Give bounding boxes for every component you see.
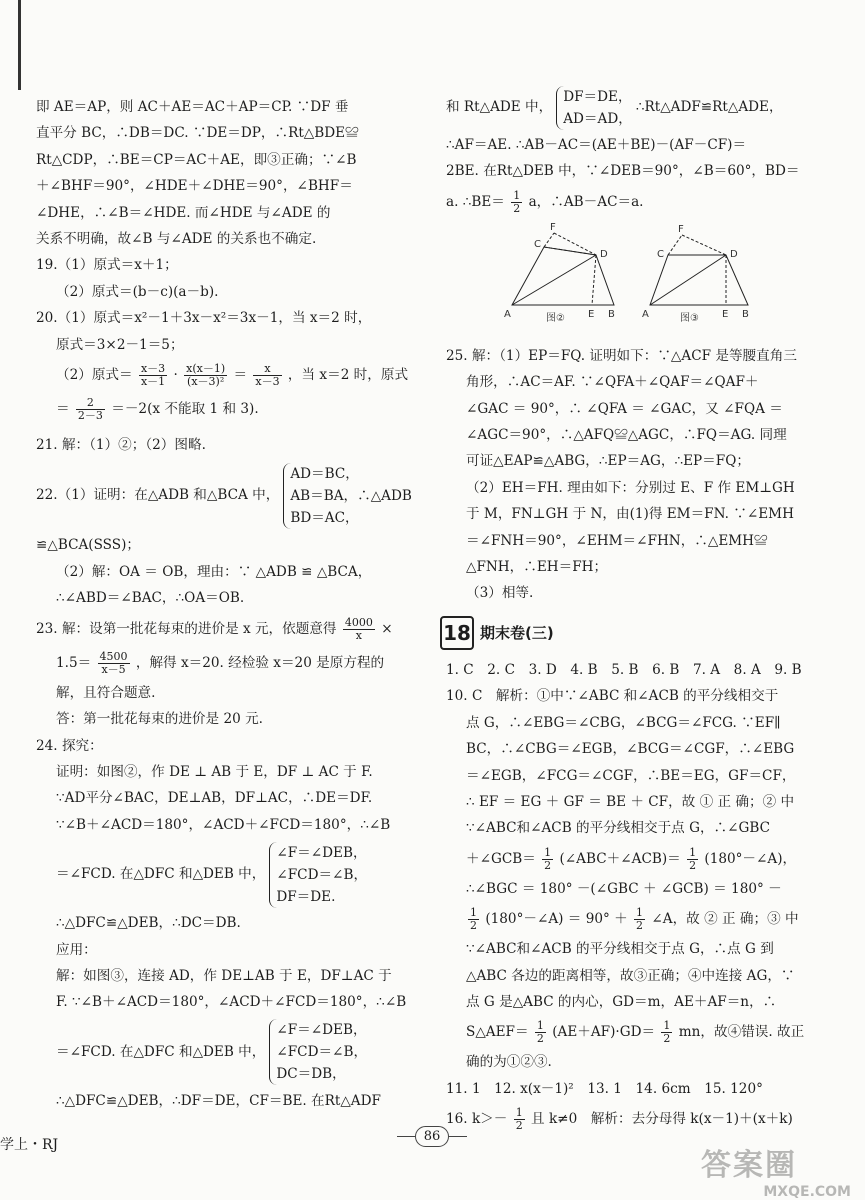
page-number-right-rule <box>449 1136 467 1137</box>
point-label: E <box>722 308 729 320</box>
text-line: ∴∠ABD＝∠BAC，∴OA＝OB. <box>56 590 245 607</box>
text-line: ≌△BCA(SSS)； <box>36 537 140 554</box>
rt-brace-line: 和 Rt△ADE 中， DF＝DE， AD＝AD， ∴Rt△ADF≌Rt△ADE， <box>446 82 850 132</box>
fraction: $\frac{1}{2}$ <box>515 1106 523 1133</box>
geometry-figures <box>446 221 850 339</box>
answer-line: ∵∠ABC和∠ACB 的平分线相交于点 G，∴点 G 到 <box>466 941 774 958</box>
text-line: ∴AF＝AE. ∴AB－AC＝(AE＋BE)－(AF－CF)＝ <box>446 137 747 153</box>
text-line: 19.（1）原式＝x＋1； <box>36 257 178 274</box>
text-line: Rt△CDP，∴BE＝CP＝AC＋AE，即③正确；∵∠B <box>36 151 357 168</box>
text-line: 解：如图③，连接 AD，作 DE⊥AB 于 E，DF⊥AC 于 <box>56 967 392 984</box>
figure-3 <box>640 221 760 337</box>
text-line: 2BE. 在Rt△DEB 中，∵∠DEB＝90°，∠B＝60°，BD＝ <box>446 163 800 180</box>
answer-line: BC，∴∠CBG＝∠EGB，∠BCG＝∠CGF，∴∠EBG <box>466 741 795 758</box>
fraction: $\frac{4500}{x-5}$ <box>99 649 128 676</box>
text-line: 24. 探究： <box>36 737 103 754</box>
answer-line: 点 G，∴∠EBG＝∠CBG，∠BCG＝∠FCG. ∵EF∥ <box>466 714 781 731</box>
q23-line2: 1.5＝ $\frac{4500}{x-5}$ ，解得 x＝20. 经检验 x＝20 是原方程的 <box>56 649 385 676</box>
point-label: F <box>678 223 684 235</box>
segment-CF <box>668 235 682 255</box>
be-line: a. ∴BE＝ $\frac{1}{2}$ a，∴AB－AC＝a. <box>446 188 644 215</box>
answer-line: ∴ EF ＝ EG ＋ GF ＝ BE ＋ CF，故 ① 正 确；② 中 <box>466 793 795 810</box>
point-label: E <box>588 308 595 320</box>
answer-line-fraction: ＋∠GCB＝ $\frac{1}{2}$ (∠ABC＋∠ACB)＝ $\frac{1}{2}$ (180°－∠A)， <box>466 845 797 872</box>
point-label: C <box>534 238 541 250</box>
text-line: 应用： <box>56 941 97 958</box>
brace-system: AD＝BC， AB＝BA，∴△ADB BD＝AC， <box>283 463 412 529</box>
answer-line: 1. C 2. C 3. D 4. B 5. B 6. B 7. A 8. A 9. B <box>446 661 802 678</box>
fraction: $\frac{1}{2}$ <box>470 906 477 933</box>
right-column <box>443 88 850 1136</box>
q20-part2-line1: （2）原式＝ $\frac{x-3}{x-1}$ · $\frac{x(x-1)}{\text{(x－3)²}}$ ＝ $\frac{x}{x-3}$ ，当 x＝2 时，原式 <box>56 362 409 389</box>
fraction: $\frac{4000}{x}$ <box>344 615 373 642</box>
segment-CF <box>544 233 554 247</box>
text-line: ∵∠B＋∠ACD＝180°，∠ACD＋∠FCD＝180°，∴∠B <box>56 816 391 833</box>
text-line: 答：第一批花每束的进价是 20 元. <box>56 711 263 728</box>
answer-line-fraction: 16. k＞－ $\frac{1}{2}$ 且 k≠0 解析：去分母得 k(x－1)＋(x＋k) <box>446 1106 793 1133</box>
q23-line1: 23. 解：设第一批花每束的进价是 x 元，依题意得 $\frac{4000}{x}$ × <box>36 615 393 642</box>
text-line: F. ∵∠B＋∠ACD＝180°，∠ACD＋∠FCD＝180°，∴∠B <box>56 994 407 1011</box>
answer-line-fraction: S△AEF＝ $\frac{1}{2}$ (AE＋AF)·GD＝ $\frac{1}{2}$ mn，故④错误. 故正 <box>466 1019 805 1046</box>
point-label: A <box>642 308 649 320</box>
text-line: 直平分 BC，∴DB＝DC. ∵DE＝DP，∴Rt△BDE≌ <box>36 125 359 142</box>
segment-AD <box>512 255 596 305</box>
page-number-left-rule <box>397 1136 415 1137</box>
text-line: （3）相等. <box>466 585 534 602</box>
fraction: $\frac{1}{2}$ <box>544 845 552 872</box>
point-label: A <box>504 308 511 320</box>
brace-system: ∠F＝∠DEB， ∠FCD＝∠B， DC＝DB， <box>269 1019 367 1085</box>
point-label: B <box>742 308 749 320</box>
brace-system: ∠F＝∠DEB， ∠FCD＝∠B， DF＝DE. <box>269 842 367 908</box>
q24-brace-line-2: ＝∠FCD. 在△DFC 和△DEB 中， ∠F＝∠DEB， ∠FCD＝∠B， DC＝DB， <box>36 1016 430 1088</box>
fraction: $\frac{1}{2}$ <box>513 188 521 215</box>
answer-line: ∵∠ABC和∠ACB 的平分线相交于点 G，∴∠GBC <box>466 820 771 837</box>
text-line: 原式＝3×2－1＝5； <box>56 336 184 353</box>
text-line: ∠DHE，∴∠B＝∠HDE. 而∠HDE 与∠ADE 的 <box>36 204 331 221</box>
text-line: 角形，∴AC＝AF. ∵∠QFA＋∠QAF＝∠QAF＋ <box>466 374 759 391</box>
answer-line: 10. C 解析：①中∵∠ABC 和∠ACB 的平分线相交于 <box>446 688 779 705</box>
fraction: $\frac{x(x-1)}{\text{(x－3)²}}$ <box>186 362 226 389</box>
text-line: ∴△DFC≌△DEB，∴DF＝DE，CF＝BE. 在Rt△ADF <box>56 1092 381 1109</box>
q22-line1: 22.（1）证明：在△ADB 和△BCA 中， AD＝BC， AB＝BA，∴△ADB BD＝AC， <box>36 458 430 532</box>
section-header <box>440 613 850 653</box>
answer-line-fraction: $\frac{1}{2}$ (180°－∠A) ＝ 90° ＋ $\frac{1}{2}$ ∠A，故 ② 正 确；③ 中 <box>470 906 799 933</box>
segment-DE <box>592 255 596 305</box>
text-line: 即 AE＝AP，则 AC＋AE＝AC＋AP＝CP. ∵DF 垂 <box>36 99 349 115</box>
answer-line: 点 G 是△ABC 的内心，GD＝m，AE＋AF＝n，∴ <box>466 993 777 1010</box>
text-line: ＋∠BHF＝90°，∠HDE＋∠DHE＝90°，∠BHF＝ <box>36 178 353 195</box>
answer-line: 11. 1 12. x(x－1)² 13. 1 14. 6cm 15. 120° <box>446 1080 763 1097</box>
answer-line: 确的为①②③. <box>466 1054 552 1071</box>
fraction: $\frac{1}{2}$ <box>689 845 697 872</box>
text-line: ∠AGC＝90°，∴△AFQ≌△AGC，∴FQ＝AG. 同理 <box>466 427 787 444</box>
fraction: $\frac{1}{2}$ <box>636 906 644 933</box>
answer-line: ∴∠BGC ＝ 180° －(∠GBC ＋ ∠GCB) ＝ 180° － <box>466 880 782 897</box>
answer-line: △ABC 各边的距离相等，故③正确；④中连接 AG，∵ <box>466 967 795 984</box>
text-line: △FNH，∴EH＝FH； <box>466 559 608 576</box>
section-title: 期末卷(三) <box>480 623 554 642</box>
fraction: $\frac{1}{2}$ <box>536 1019 544 1046</box>
figure-2 <box>502 221 622 337</box>
point-label: F <box>550 221 556 233</box>
footer-label: 学上・RJ <box>0 1137 59 1153</box>
q24-brace-line: ＝∠FCD. 在△DFC 和△DEB 中， ∠F＝∠DEB， ∠FCD＝∠B， DF＝DE. <box>36 838 430 910</box>
text-line: 21. 解：（1）②；（2）图略. <box>36 437 206 454</box>
watermark-logo: 答案圈 MXQE.COM <box>701 1148 851 1200</box>
text-line: ∴△DFC≌△DEB，∴DC＝DB. <box>56 915 241 932</box>
text-line: 关系不明确，故∠B 与∠ADE 的关系也不确定. <box>36 231 317 248</box>
page-number: 86 <box>396 1126 468 1147</box>
segment-FD <box>682 235 726 255</box>
point-label: D <box>730 248 738 260</box>
fraction: $\frac{2}{2-3}$ <box>77 396 103 423</box>
text-line: （2）EH＝FH. 理由如下：分别过 E、F 作 EM⊥GH <box>466 479 795 496</box>
fraction: $\frac{1}{2}$ <box>663 1019 671 1046</box>
text-line: ＝∠FNH＝90°，∠EHM＝∠FHN，∴△EMH≌ <box>466 532 768 549</box>
text-line: 证明：如图②，作 DE ⊥ AB 于 E，DF ⊥ AC 于 F. <box>56 763 373 780</box>
text-line: ∵AD平分∠BAC，DE⊥AB，DF⊥AC，∴DE＝DF. <box>56 790 373 807</box>
text-line: 25. 解：（1）EP＝FQ. 证明如下：∵△ACF 是等腰直角三 <box>446 347 797 364</box>
text-line: （2）原式＝(b－c)(a－b). <box>56 283 219 300</box>
figure-caption: 图② <box>546 312 565 324</box>
q20-part2-line2: ＝ $\frac{2}{2-3}$ ＝－2(x 不能取 1 和 3). <box>56 396 259 423</box>
point-label: B <box>608 308 615 320</box>
text-line: ∠GAC ＝ 90°，∴ ∠QFA ＝ ∠GAC，又 ∠FQA ＝ <box>466 400 783 417</box>
text-line: （2）解：OA ＝ OB，理由：∵ △ADB ≌ △BCA， <box>56 563 372 580</box>
segment-AD <box>650 255 726 305</box>
binding-edge-line <box>18 0 21 90</box>
fraction: $\frac{x-3}{x-1}$ <box>140 362 166 389</box>
text-line: 20.（1）原式＝x²－1＋3x－x²＝3x－1，当 x＝2 时， <box>36 310 372 327</box>
text-line: 于 M，FN⊥GH 于 N，由(1)得 EM＝FN. ∵∠EMH <box>466 506 794 523</box>
left-column <box>36 94 430 1114</box>
trapezoid-ABDC <box>650 255 748 305</box>
section-number: 18 <box>440 616 474 650</box>
answer-line: ＝∠EGB，∠FCG＝∠CGF，∴BE＝EG，GF＝CF， <box>466 767 796 784</box>
text-line: 解，且符合题意. <box>56 684 156 701</box>
fraction: $\frac{x}{x-3}$ <box>255 362 280 389</box>
figure-caption: 图③ <box>680 312 699 324</box>
point-label: C <box>657 248 664 260</box>
text-line: 可证△EAP≌△ABG，∴EP＝AG，∴EP＝FQ； <box>466 453 750 470</box>
brace-system: DF＝DE， AD＝AD， <box>556 86 632 130</box>
point-label: D <box>600 248 608 260</box>
